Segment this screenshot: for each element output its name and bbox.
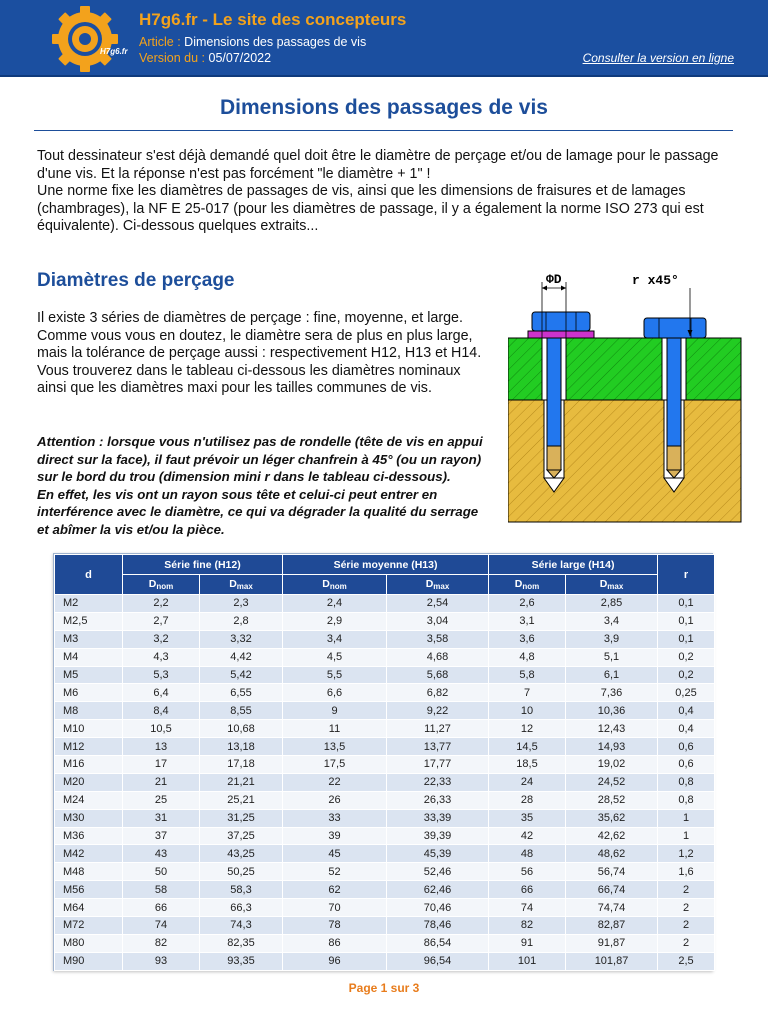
table-row [55,648,715,666]
intro-paragraph: Tout dessinateur s'est déjà demandé quel doit être le diamètre de perçage et/ou de lamage pour le passage d'une vis. Et la réponse n'est pas forcément "le diamètre + 1" ! [37,148,719,182]
table-cell: 66 [489,881,566,899]
table-row [55,917,715,935]
table-cell: 10,36 [566,702,658,720]
washer [528,331,594,338]
page-title: Dimensions des passages de vis [220,96,548,119]
table-cell: 62,46 [387,881,489,899]
group-header-large: Série large (H14) [489,555,658,575]
table-cell: 26 [283,791,387,809]
table-cell: 1 [658,827,715,845]
table-cell: 2,4 [283,595,387,613]
table-cell: 3,4 [566,612,658,630]
table-cell: 101,87 [566,952,658,970]
table-row [55,934,715,952]
online-version-link[interactable]: Consulter la version en ligne [582,51,734,65]
table-cell: 56 [489,863,566,881]
table-cell: 14,93 [566,738,658,756]
intro-text [37,148,737,236]
table-cell: 4,8 [489,648,566,666]
table-cell: 35 [489,809,566,827]
table-cell: 0,25 [658,684,715,702]
table-row [55,630,715,648]
screw-tip [547,446,561,470]
table-row [55,720,715,738]
table-cell: 2,6 [489,595,566,613]
table-cell: 17,77 [387,756,489,774]
col-header-dmax: Dmax [200,575,283,595]
table-row [55,666,715,684]
table-cell: 6,4 [123,684,200,702]
table-cell: 45,39 [387,845,489,863]
table-cell: 9,22 [387,702,489,720]
table-cell: 24,52 [566,773,658,791]
table-cell: 2 [658,881,715,899]
table-cell: 33 [283,809,387,827]
table-cell: 28 [489,791,566,809]
clearance-table [53,553,713,971]
table-cell: 58 [123,881,200,899]
table-cell: 24 [489,773,566,791]
table-cell: 82 [489,917,566,935]
table-cell: 3,9 [566,630,658,648]
table-cell: 43,25 [200,845,283,863]
table-cell: 21 [123,773,200,791]
table-cell: 45 [283,845,387,863]
table-cell: 56,74 [566,863,658,881]
table-cell: 9 [283,702,387,720]
screw-size-cell: M30 [55,809,123,827]
table-cell: 0,1 [658,612,715,630]
lower-part [508,400,741,522]
table-cell: 3,32 [200,630,283,648]
table-cell: 93 [123,952,200,970]
table-cell: 3,04 [387,612,489,630]
table-row [55,612,715,630]
table-cell: 26,33 [387,791,489,809]
table-cell: 52 [283,863,387,881]
table-cell: 8,4 [123,702,200,720]
table-cell: 43 [123,845,200,863]
table-row [55,595,715,613]
table-cell: 7 [489,684,566,702]
col-header-d: d [55,555,123,595]
table-cell: 2,9 [283,612,387,630]
table-cell: 2 [658,899,715,917]
table-cell: 39,39 [387,827,489,845]
table-cell: 7,36 [566,684,658,702]
screw-size-cell: M48 [55,863,123,881]
version-label: Version du : [139,51,206,65]
screw-head [532,312,590,331]
article-label: Article : [139,35,181,49]
table-cell: 1 [658,809,715,827]
table-cell: 0,1 [658,595,715,613]
table-cell: 17 [123,756,200,774]
table-cell: 2,85 [566,595,658,613]
screw-size-cell: M5 [55,666,123,684]
site-header [0,0,768,77]
table-cell: 13,5 [283,738,387,756]
table-row [55,738,715,756]
diameter-label: ΦD [546,272,562,287]
table-cell: 22,33 [387,773,489,791]
screw-size-cell: M10 [55,720,123,738]
table-cell: 91,87 [566,934,658,952]
table-cell: 62 [283,881,387,899]
table-cell: 37,25 [200,827,283,845]
article-value: Dimensions des passages de vis [184,35,367,49]
screw-clearance-diagram [508,268,742,526]
table-cell: 2,2 [123,595,200,613]
screw-size-cell: M36 [55,827,123,845]
table-body [55,595,715,971]
table-cell: 0,4 [658,702,715,720]
col-header-dnom: Dnom [489,575,566,595]
table-cell: 2,7 [123,612,200,630]
warning-note [37,433,492,538]
table-cell: 6,55 [200,684,283,702]
table-cell: 2 [658,917,715,935]
table-cell: 48,62 [566,845,658,863]
gear-logo-icon[interactable] [42,6,128,72]
screw-size-cell: M56 [55,881,123,899]
table-cell: 17,18 [200,756,283,774]
section-title: Diamètres de perçage [37,270,235,291]
table-cell: 86 [283,934,387,952]
section-paragraph: Vous trouverez dans le tableau ci-dessous les diamètres nominaux ainsi que les diamètres maxi pour les tailles communes de vis. [37,362,461,396]
table-cell: 42,62 [566,827,658,845]
table-cell: 10 [489,702,566,720]
table-cell: 70,46 [387,899,489,917]
table-cell: 2,54 [387,595,489,613]
table-cell: 4,68 [387,648,489,666]
table-cell: 13 [123,738,200,756]
screw-size-cell: M80 [55,934,123,952]
table-cell: 13,77 [387,738,489,756]
table-cell: 86,54 [387,934,489,952]
table-cell: 93,35 [200,952,283,970]
section-body [37,310,487,398]
table-cell: 4,5 [283,648,387,666]
table-cell: 96,54 [387,952,489,970]
table-cell: 74,74 [566,899,658,917]
table-cell: 66 [123,899,200,917]
table-cell: 35,62 [566,809,658,827]
screw-size-cell: M2 [55,595,123,613]
table-row [55,773,715,791]
chamfer-label: r x45° [632,273,679,288]
table-cell: 5,42 [200,666,283,684]
table-cell: 22 [283,773,387,791]
screw-head [644,318,706,338]
version-line [139,51,271,65]
screw-size-cell: M20 [55,773,123,791]
table-row [55,702,715,720]
col-header-r: r [658,555,715,595]
table-cell: 11,27 [387,720,489,738]
table-cell: 21,21 [200,773,283,791]
screw-size-cell: M90 [55,952,123,970]
table-row [55,863,715,881]
col-header-dmax: Dmax [387,575,489,595]
screw-size-cell: M8 [55,702,123,720]
table-cell: 66,74 [566,881,658,899]
group-header-medium: Série moyenne (H13) [283,555,489,575]
screw-shank [667,338,681,446]
site-title: H7g6.fr - Le site des concepteurs [139,10,407,29]
table-cell: 14,5 [489,738,566,756]
table-cell: 50 [123,863,200,881]
table-cell: 0,2 [658,666,715,684]
table-cell: 37 [123,827,200,845]
table-cell: 25,21 [200,791,283,809]
table-cell: 17,5 [283,756,387,774]
table-row [55,809,715,827]
table-cell: 31,25 [200,809,283,827]
table-cell: 6,1 [566,666,658,684]
section-paragraph: Il existe 3 séries de diamètres de perçage : fine, moyenne, et large. Comme vous vous en doutez, le diamètre sera de plus en plus large, mais la tolérance de perçage aussi : respectivement H12, H13 et H14. [37,310,482,361]
screw-size-cell: M64 [55,899,123,917]
page-footer: Page 1 sur 3 [348,981,420,995]
table-cell: 3,2 [123,630,200,648]
table-cell: 0,1 [658,630,715,648]
screw-size-cell: M4 [55,648,123,666]
table-cell: 0,6 [658,738,715,756]
table-row [55,827,715,845]
col-header-dmax: Dmax [566,575,658,595]
table-cell: 0,8 [658,791,715,809]
screw-size-cell: M12 [55,738,123,756]
screw-size-cell: M72 [55,917,123,935]
table-cell: 42 [489,827,566,845]
screw-size-cell: M6 [55,684,123,702]
table-cell: 12,43 [566,720,658,738]
table-cell: 25 [123,791,200,809]
table-cell: 11 [283,720,387,738]
table-cell: 5,68 [387,666,489,684]
table-cell: 33,39 [387,809,489,827]
table-row [55,881,715,899]
group-header-fine: Série fine (H12) [123,555,283,575]
table-cell: 0,8 [658,773,715,791]
table-cell: 31 [123,809,200,827]
screw-size-cell: M24 [55,791,123,809]
table-cell: 82,35 [200,934,283,952]
table-cell: 28,52 [566,791,658,809]
table-cell: 4,3 [123,648,200,666]
table-cell: 66,3 [200,899,283,917]
screw-tip [667,446,681,470]
table-cell: 96 [283,952,387,970]
table-cell: 48 [489,845,566,863]
table-cell: 1,2 [658,845,715,863]
table-row [55,845,715,863]
table-cell: 0,2 [658,648,715,666]
dimensions-table [54,554,715,971]
table-cell: 39 [283,827,387,845]
table-cell: 2,8 [200,612,283,630]
table-cell: 3,6 [489,630,566,648]
table-cell: 70 [283,899,387,917]
table-cell: 0,4 [658,720,715,738]
table-cell: 3,58 [387,630,489,648]
table-row [55,791,715,809]
table-cell: 3,4 [283,630,387,648]
table-cell: 74 [489,899,566,917]
screw-shank [547,338,561,446]
table-row [55,756,715,774]
table-cell: 2 [658,934,715,952]
table-cell: 0,6 [658,756,715,774]
table-cell: 8,55 [200,702,283,720]
table-cell: 2,5 [658,952,715,970]
table-cell: 78 [283,917,387,935]
title-divider [34,130,733,131]
table-cell: 10,68 [200,720,283,738]
table-cell: 6,82 [387,684,489,702]
svg-text:H7g6.fr: H7g6.fr [100,47,128,56]
table-cell: 78,46 [387,917,489,935]
table-cell: 58,3 [200,881,283,899]
table-cell: 82 [123,934,200,952]
table-cell: 2,3 [200,595,283,613]
table-cell: 101 [489,952,566,970]
table-cell: 1,6 [658,863,715,881]
screw-size-cell: M16 [55,756,123,774]
table-cell: 5,5 [283,666,387,684]
table-cell: 13,18 [200,738,283,756]
table-cell: 74 [123,917,200,935]
table-row [55,899,715,917]
screw-size-cell: M3 [55,630,123,648]
table-cell: 74,3 [200,917,283,935]
table-cell: 18,5 [489,756,566,774]
screw-size-cell: M42 [55,845,123,863]
table-cell: 5,1 [566,648,658,666]
intro-paragraph: Une norme fixe les diamètres de passages de vis, ainsi que les dimensions de fraisures et de lamages (chambrages), la NF E 25-017 (pour les diamètres de passage, il y a également la norme ISO 273 qui est équivalente). Ci-dessous quelques extraits... [37,183,704,234]
table-cell: 82,87 [566,917,658,935]
table-cell: 10,5 [123,720,200,738]
col-header-dnom: Dnom [123,575,200,595]
table-cell: 19,02 [566,756,658,774]
warning-paragraph: Attention : lorsque vous n'utilisez pas de rondelle (tête de vis en appui direct sur la face), il faut prévoir un léger chanfrein à 45° (ou un rayon) sur le bord du trou (dimension mini r dans le tableau ci-dessous). [37,434,483,484]
table-cell: 91 [489,934,566,952]
table-row [55,952,715,970]
version-value: 05/07/2022 [208,51,272,65]
table-row [55,684,715,702]
screw-size-cell: M2,5 [55,612,123,630]
table-cell: 5,8 [489,666,566,684]
table-cell: 6,6 [283,684,387,702]
table-cell: 52,46 [387,863,489,881]
table-cell: 12 [489,720,566,738]
article-line [139,35,366,49]
warning-paragraph: En effet, les vis ont un rayon sous tête et celui-ci peut entrer en interférence avec le diamètre, ce qui va dégrader la qualité du serrage et abîmer la vis et/ou la pièce. [37,486,479,537]
table-cell: 3,1 [489,612,566,630]
table-cell: 50,25 [200,863,283,881]
table-cell: 4,42 [200,648,283,666]
col-header-dnom: Dnom [283,575,387,595]
table-cell: 5,3 [123,666,200,684]
